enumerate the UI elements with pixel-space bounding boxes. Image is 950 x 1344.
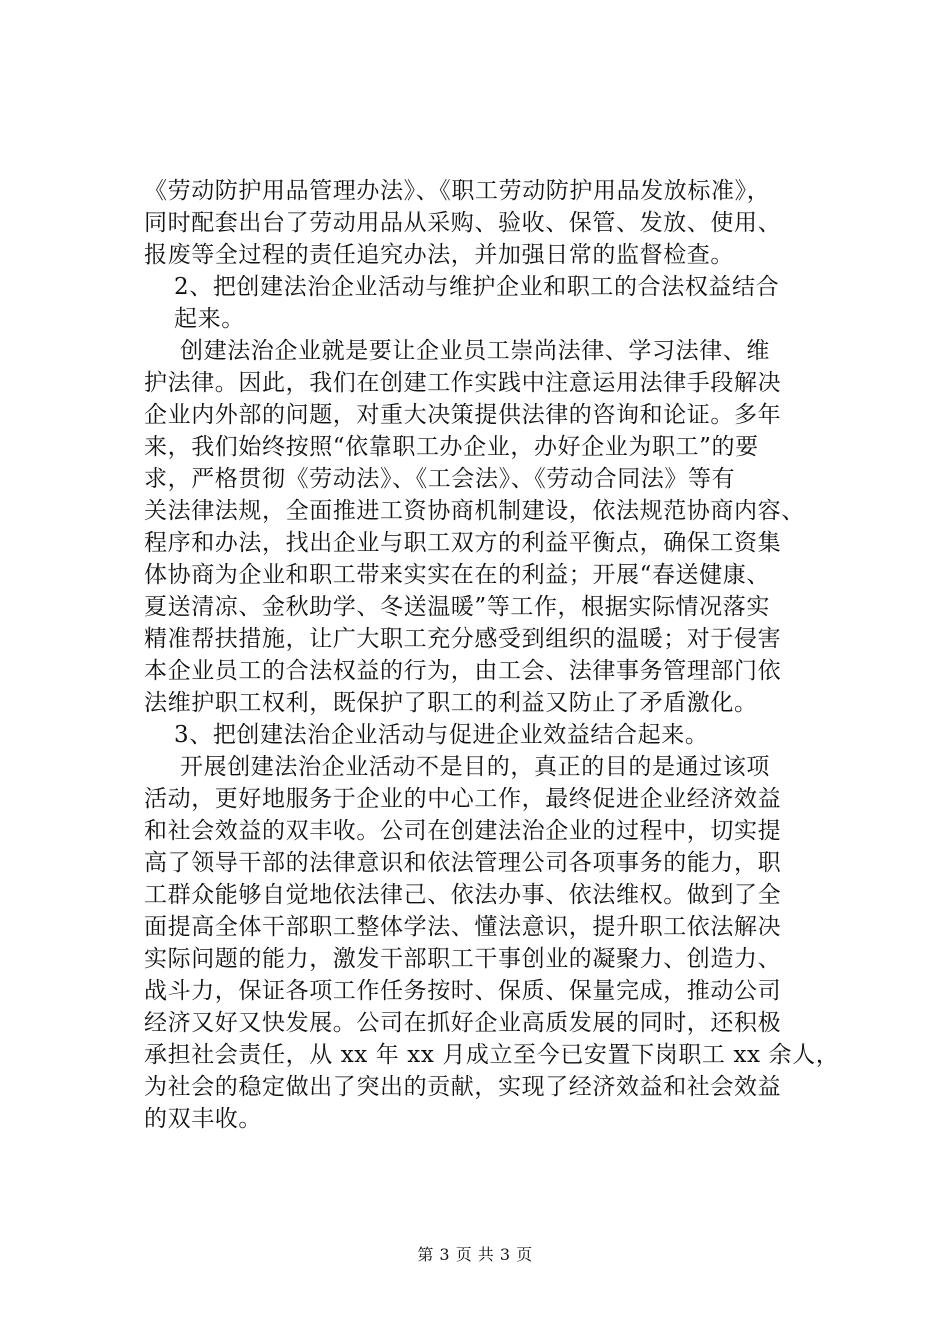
text-line: 护法律。因此，我们在创建工作实践中注意运用法律手段解决 (144, 370, 782, 396)
text-line: 报废等全过程的责任追究办法，并加强日常的监督检查。 (144, 242, 734, 268)
text-line: 精准帮扶措施，让广大职工充分感受到组织的温暖；对于侵害 (144, 626, 782, 652)
paragraph-start: 开展创建法治企业活动不是目的，真正的目的是通过该项 (180, 754, 770, 780)
text-line: 来，我们始终按照“依靠职工办企业，办好企业为职工”的要 (144, 434, 759, 460)
text-line: 面提高全体干部职工整体学法、懂法意识，提升职工依法解决 (144, 914, 782, 940)
text-line: 体协商为企业和职工带来实实在在的利益；开展“春送健康、 (144, 562, 770, 588)
text-line: 法维护职工权利，既保护了职工的利益又防止了矛盾激化。 (144, 690, 758, 716)
text-line: 《劳动防护用品管理办法》、《职工劳动防护用品发放标准》， (144, 178, 771, 204)
text-line: 经济又好又快发展。公司在抓好企业高质发展的同时，还积极 (144, 1010, 782, 1036)
text-line: 高了领导干部的法律意识和依法管理公司各项事务的能力，职 (144, 850, 782, 876)
paragraph-start: 创建法治企业就是要让企业员工崇尚法律、学习法律、维 (180, 338, 770, 364)
text-line: 的双丰收。 (144, 1106, 262, 1132)
section-heading: 2、把创建法治企业活动与维护企业和职工的合法权益结合 (174, 274, 780, 300)
text-line: 求，严格贯彻《劳动法》、《工会法》、《劳动合同法》等有 (144, 466, 736, 492)
text-line: 实际问题的能力，激发干部职工干事创业的凝聚力、创造力、 (144, 946, 782, 972)
text-line: 工群众能够自觉地依法律己、依法办事、依法维权。做到了全 (144, 882, 782, 908)
text-line: 企业内外部的问题，对重大决策提供法律的咨询和论证。多年 (144, 402, 782, 428)
text-line: 承担社会责任，从 xx 年 xx 月成立至今已安置下岗职工 xx 余人， (144, 1042, 840, 1068)
text-line: 程序和办法，找出企业与职工双方的利益平衡点，确保工资集 (144, 530, 782, 556)
text-line: 同时配套出台了劳动用品从采购、验收、保管、发放、使用、 (144, 210, 782, 236)
section-heading-cont: 起来。 (174, 306, 245, 332)
document-body (144, 175, 844, 1135)
text-line: 和社会效益的双丰收。公司在创建法治企业的过程中，切实提 (144, 818, 782, 844)
text-line: 夏送清凉、金秋助学、冬送温暖”等工作，根据实际情况落实 (144, 594, 770, 620)
section-heading: 3、把创建法治企业活动与促进企业效益结合起来。 (174, 722, 709, 748)
text-line: 本企业员工的合法权益的行为，由工会、法律事务管理部门依 (144, 658, 782, 684)
text-line: 战斗力，保证各项工作任务按时、保质、保量完成，推动公司 (144, 978, 782, 1004)
text-line: 为社会的稳定做出了突出的贡献，实现了经济效益和社会效益 (144, 1074, 782, 1100)
text-line: 关法律法规，全面推进工资协商机制建设，依法规范协商内容、 (144, 498, 805, 524)
page-number-footer: 第 3 页 共 3 页 (417, 1245, 533, 1264)
text-line: 活动，更好地服务于企业的中心工作，最终促进企业经济效益 (144, 786, 782, 812)
